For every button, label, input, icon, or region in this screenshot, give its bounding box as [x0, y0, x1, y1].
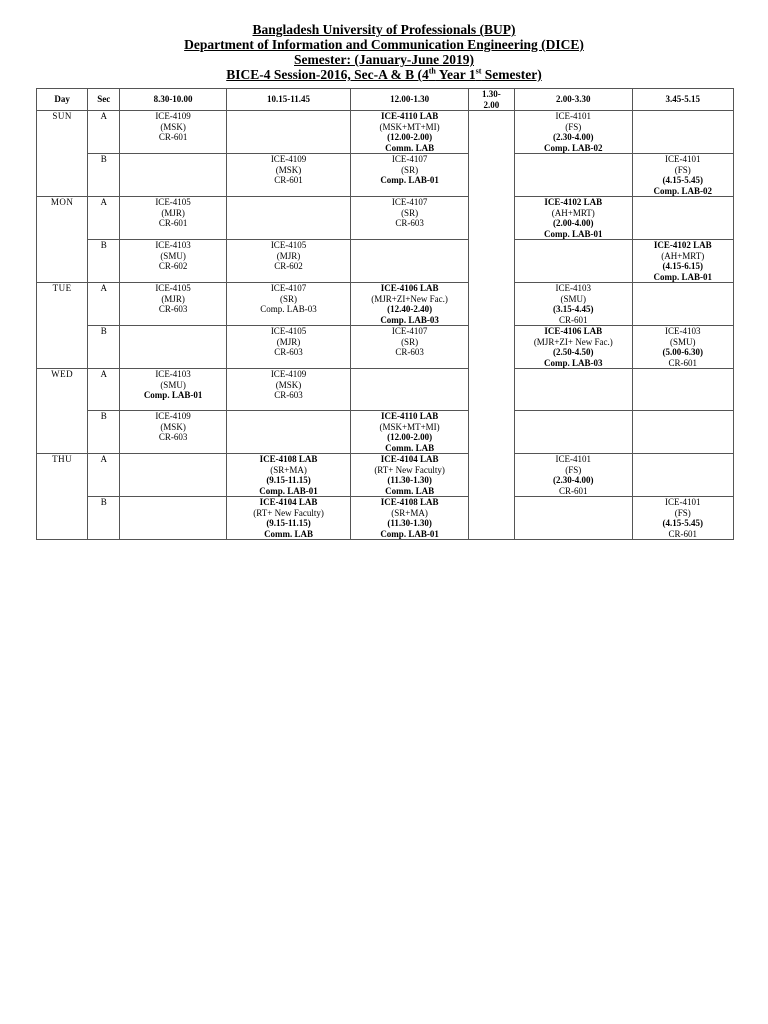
- class-cell-line: ICE-4101: [555, 454, 592, 464]
- class-cell-line: ICE-4106 LAB: [380, 283, 439, 293]
- class-cell-line: Comp. LAB-03: [260, 304, 317, 314]
- class-cell-line: (SR+MA): [391, 507, 428, 518]
- class-cell-line: Comm. LAB: [385, 142, 435, 153]
- class-cell-line: ICE-4107: [391, 326, 428, 336]
- class-cell-line: (2.30-4.00): [553, 132, 594, 142]
- document-header: [0, 22, 768, 82]
- class-cell-line: CR-603: [274, 390, 303, 400]
- class-cell-line: Comp. LAB-01: [143, 390, 203, 400]
- class-cell-line: ICE-4104 LAB: [259, 497, 318, 507]
- class-cell: [120, 411, 226, 454]
- class-cell-line: Comp. LAB-01: [653, 271, 713, 282]
- class-cell-line: ICE-4101: [665, 154, 701, 164]
- table-row: [37, 197, 734, 240]
- class-cell: [226, 111, 351, 154]
- class-cell: [632, 411, 733, 454]
- header-slot-1: 8.30-10.00: [120, 89, 226, 111]
- class-cell-line: (FS): [565, 464, 582, 475]
- class-cell-line: ICE-4108 LAB: [259, 454, 318, 464]
- class-cell-line: (MSK): [160, 421, 186, 432]
- class-cell: [515, 326, 633, 369]
- department-name: Department of Information and Communication Engineering (DICE): [184, 37, 584, 52]
- table-row: [37, 411, 734, 454]
- class-cell: [120, 197, 226, 240]
- class-cell-line: ICE-4102 LAB: [653, 240, 712, 250]
- class-cell-line: (SMU): [560, 293, 587, 304]
- class-cell-line: (12.00-2.00): [387, 432, 433, 442]
- class-routine-table: [36, 88, 734, 540]
- class-cell-line: (SMU): [160, 379, 186, 390]
- class-cell-line: (4.15-6.15): [662, 261, 703, 271]
- class-cell-line: CR-601: [668, 357, 698, 368]
- class-cell-line: (11.30-1.30): [387, 518, 432, 528]
- class-cell-line: (2.00-4.00): [553, 218, 594, 228]
- class-cell: [120, 283, 226, 326]
- table-row: [37, 111, 734, 154]
- class-cell-line: (MSK): [275, 164, 302, 175]
- class-cell-line: CR-603: [158, 432, 188, 442]
- header-sec: Sec: [88, 89, 120, 111]
- class-cell-line: (SMU): [670, 336, 696, 347]
- day-cell: MON: [37, 197, 88, 283]
- class-cell-line: CR-601: [158, 132, 188, 142]
- class-cell-line: (RT+ New Faculty): [374, 464, 445, 475]
- class-cell-line: (MSK): [275, 379, 302, 390]
- header-slot-5: 3.45-5.15: [632, 89, 733, 111]
- class-cell-line: (MJR): [276, 250, 301, 261]
- break-column-cell: [468, 111, 514, 540]
- class-cell: [515, 283, 633, 326]
- class-cell-line: Comp. LAB-01: [380, 528, 439, 539]
- class-cell-line: (4.15-5.45): [662, 175, 703, 185]
- class-cell-line: (SR): [280, 293, 298, 304]
- class-cell-line: Comm. LAB: [385, 485, 435, 496]
- class-cell-line: (12.00-2.00): [387, 132, 433, 142]
- table-row: [37, 154, 734, 197]
- table-row: [37, 454, 734, 497]
- batch-line-part1: BICE-4 Session-2016, Sec-A & B (4: [226, 67, 429, 82]
- class-cell-line: ICE-4102 LAB: [544, 197, 603, 207]
- class-cell-line: ICE-4106 LAB: [544, 326, 603, 336]
- class-cell-line: (3.15-4.45): [553, 304, 594, 314]
- class-cell: [515, 454, 633, 497]
- class-cell-line: ICE-4107: [391, 154, 428, 164]
- class-cell: [632, 369, 733, 411]
- table-row: [37, 283, 734, 326]
- class-cell-line: CR-601: [668, 528, 698, 539]
- class-cell-line: ICE-4103: [555, 283, 592, 293]
- class-cell: [351, 326, 469, 369]
- class-cell-line: (5.00-6.30): [662, 347, 703, 357]
- class-cell-line: (MJR): [161, 207, 185, 218]
- class-cell: [515, 240, 633, 283]
- class-cell: [226, 411, 351, 454]
- class-cell: [120, 326, 226, 369]
- class-cell: [226, 240, 351, 283]
- class-cell: [226, 497, 351, 540]
- class-cell-line: (2.50-4.50): [553, 347, 594, 357]
- header-slot-2: 10.15-11.45: [226, 89, 351, 111]
- class-cell: [515, 197, 633, 240]
- batch-line-part2: Year 1: [435, 67, 476, 82]
- class-cell-line: (MJR+ZI+ New Fac.): [533, 336, 613, 347]
- header-break-line2: 2.00: [483, 99, 500, 110]
- class-cell: [226, 454, 351, 497]
- class-cell-line: ICE-4103: [155, 369, 191, 379]
- university-name: Bangladesh University of Professionals (BUP): [252, 22, 516, 37]
- class-cell-line: ICE-4101: [555, 111, 592, 121]
- class-cell-line: (MSK+MT+MI): [379, 421, 440, 432]
- class-cell-line: (SR+MA): [270, 464, 307, 475]
- class-cell: [120, 111, 226, 154]
- class-cell: [351, 197, 469, 240]
- section-cell: B: [88, 411, 120, 454]
- table-row: [37, 326, 734, 369]
- class-cell-line: (11.30-1.30): [387, 475, 432, 485]
- class-cell-line: ICE-4110 LAB: [380, 411, 439, 421]
- class-cell: [226, 369, 351, 411]
- class-cell-line: Comp. LAB-01: [544, 228, 603, 239]
- class-cell-line: (MJR+ZI+New Fac.): [371, 293, 448, 304]
- class-cell: [632, 497, 733, 540]
- class-cell-line: CR-602: [158, 261, 188, 271]
- section-cell: B: [88, 497, 120, 540]
- class-cell: [632, 283, 733, 326]
- class-cell: [351, 454, 469, 497]
- class-cell-line: ICE-4109: [270, 154, 307, 164]
- batch-line: [0, 67, 768, 82]
- class-cell-line: ICE-4101: [665, 497, 701, 507]
- class-cell: [351, 369, 469, 411]
- class-cell-line: Comp. LAB-03: [544, 357, 603, 368]
- class-cell-line: (4.15-5.45): [662, 518, 703, 528]
- class-cell: [351, 283, 469, 326]
- class-cell-line: ICE-4110 LAB: [380, 111, 439, 121]
- header-slot-4: 2.00-3.30: [515, 89, 633, 111]
- class-cell-line: (9.15-11.15): [266, 475, 311, 485]
- class-cell-line: (MJR): [161, 293, 185, 304]
- class-cell-line: (9.15-11.15): [266, 518, 311, 528]
- class-cell-line: CR-603: [395, 218, 424, 228]
- table-row: [37, 240, 734, 283]
- section-cell: A: [88, 283, 120, 326]
- class-cell-line: ICE-4108 LAB: [380, 497, 439, 507]
- class-cell-line: Comp. LAB-01: [380, 175, 439, 185]
- class-cell-line: CR-601: [274, 175, 303, 185]
- class-cell-line: CR-603: [158, 304, 188, 314]
- day-cell: WED: [37, 369, 88, 454]
- class-cell-line: Comp. LAB-02: [653, 185, 713, 196]
- class-cell-line: ICE-4104 LAB: [380, 454, 439, 464]
- class-cell: [120, 154, 226, 197]
- class-cell-line: (AH+MRT): [661, 250, 705, 261]
- class-cell: [351, 111, 469, 154]
- class-cell-line: ICE-4105: [270, 240, 307, 250]
- class-cell-line: ICE-4109: [270, 369, 307, 379]
- class-cell-line: ICE-4105: [155, 283, 191, 293]
- class-cell-line: (MSK+MT+MI): [379, 121, 440, 132]
- class-cell-line: CR-603: [274, 347, 303, 357]
- section-cell: B: [88, 326, 120, 369]
- class-cell: [226, 154, 351, 197]
- class-cell: [226, 283, 351, 326]
- table-header-row: [37, 89, 734, 111]
- class-cell-line: (AH+MRT): [551, 207, 595, 218]
- header-slot-3: 12.00-1.30: [351, 89, 469, 111]
- class-cell: [515, 111, 633, 154]
- class-cell: [632, 454, 733, 497]
- class-cell: [515, 411, 633, 454]
- table-row: [37, 497, 734, 540]
- class-cell: [351, 240, 469, 283]
- class-cell: [351, 497, 469, 540]
- semester-line: Semester: (January-June 2019): [294, 52, 474, 67]
- class-cell-line: (MJR): [276, 336, 301, 347]
- class-cell-line: (2.30-4.00): [553, 475, 594, 485]
- class-cell: [120, 369, 226, 411]
- class-cell-line: ICE-4103: [665, 326, 701, 336]
- class-cell: [632, 111, 733, 154]
- class-cell-line: ICE-4105: [270, 326, 307, 336]
- class-cell-line: ICE-4107: [270, 283, 307, 293]
- class-cell-line: CR-603: [395, 347, 424, 357]
- class-cell-line: Comp. LAB-01: [259, 485, 318, 496]
- class-cell: [351, 154, 469, 197]
- header-day: Day: [37, 89, 88, 111]
- class-cell-line: (RT+ New Faculty): [253, 507, 324, 518]
- class-cell-line: Comm. LAB: [385, 442, 435, 453]
- class-cell: [120, 240, 226, 283]
- class-cell-line: (SMU): [160, 250, 186, 261]
- class-cell-line: ICE-4105: [155, 197, 191, 207]
- day-cell: TUE: [37, 283, 88, 369]
- table-row: [37, 369, 734, 411]
- class-cell: [226, 326, 351, 369]
- class-cell-line: CR-602: [274, 261, 303, 271]
- class-cell-line: (SR): [401, 207, 419, 218]
- class-cell-line: (12.40-2.40): [387, 304, 433, 314]
- batch-line-part3: Semester): [481, 67, 542, 82]
- class-cell-line: (FS): [674, 507, 691, 518]
- class-cell-line: Comm. LAB: [264, 528, 314, 539]
- class-cell: [226, 197, 351, 240]
- table-body: [37, 111, 734, 540]
- header-break-line1: 1.30-: [482, 89, 501, 99]
- class-cell: [632, 326, 733, 369]
- class-cell-line: CR-601: [559, 314, 588, 325]
- class-cell: [120, 454, 226, 497]
- class-cell: [515, 369, 633, 411]
- header-break: [468, 89, 514, 111]
- batch-line-sup1: th: [428, 66, 436, 76]
- section-cell: B: [88, 154, 120, 197]
- class-cell-line: ICE-4109: [155, 111, 191, 121]
- class-cell-line: ICE-4109: [155, 411, 191, 421]
- day-cell: THU: [37, 454, 88, 540]
- class-cell-line: (MSK): [160, 121, 186, 132]
- day-cell: SUN: [37, 111, 88, 197]
- class-cell-line: CR-601: [158, 218, 188, 228]
- section-cell: A: [88, 454, 120, 497]
- class-cell-line: ICE-4107: [391, 197, 428, 207]
- class-cell: [351, 411, 469, 454]
- class-cell-line: CR-601: [559, 485, 588, 496]
- class-cell-line: (FS): [674, 164, 691, 175]
- class-cell: [515, 497, 633, 540]
- class-cell: [515, 154, 633, 197]
- class-cell-line: Comp. LAB-02: [544, 142, 603, 153]
- class-cell: [632, 154, 733, 197]
- section-cell: B: [88, 240, 120, 283]
- class-cell-line: Comp. LAB-03: [380, 314, 439, 325]
- batch-line-sup2: st: [475, 66, 482, 76]
- class-cell-line: (SR): [401, 164, 419, 175]
- class-cell-line: ICE-4103: [155, 240, 191, 250]
- class-cell: [632, 240, 733, 283]
- class-cell-line: (FS): [565, 121, 582, 132]
- class-cell: [120, 497, 226, 540]
- section-cell: A: [88, 197, 120, 240]
- class-cell-line: (SR): [401, 336, 419, 347]
- class-cell: [632, 197, 733, 240]
- section-cell: A: [88, 111, 120, 154]
- section-cell: A: [88, 369, 120, 411]
